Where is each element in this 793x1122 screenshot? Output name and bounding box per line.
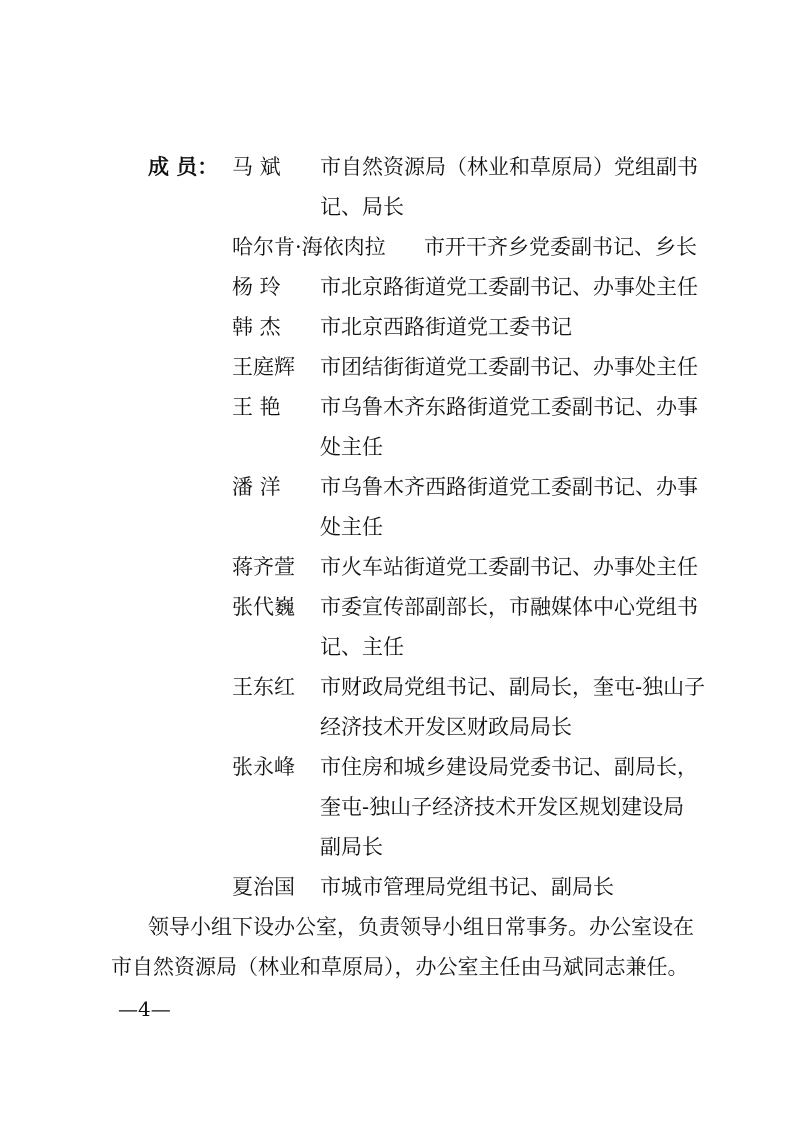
- member-title: 市北京西路街道党工委书记: [320, 315, 572, 339]
- member-title: 副局长: [320, 835, 383, 859]
- member-title: 记、主任: [320, 635, 404, 659]
- members-label: 成 员：: [148, 155, 219, 179]
- member-title: 市财政局党组书记、副局长，奎屯-独山子: [320, 675, 706, 699]
- member-name: 王东红: [232, 675, 295, 699]
- paragraph-line: 领导小组下设办公室，负责领导小组日常事务。办公室设在: [148, 915, 694, 939]
- member-title: 市住房和城乡建设局党委书记、副局长，: [320, 755, 698, 779]
- member-title: 市北京路街道党工委副书记、办事处主任: [320, 275, 698, 299]
- member-title: 市委宣传部副部长，市融媒体中心党组书: [320, 595, 698, 619]
- member-title: 市自然资源局（林业和草原局）党组副书: [320, 155, 698, 179]
- member-title: 市乌鲁木齐东路街道党工委副书记、办事: [320, 395, 698, 419]
- member-title: 处主任: [320, 515, 383, 539]
- member-title: 市乌鲁木齐西路街道党工委副书记、办事: [320, 475, 698, 499]
- member-name: 夏治国: [232, 875, 295, 899]
- member-name: 王庭辉: [232, 355, 295, 379]
- member-title: 市团结街街道党工委副书记、办事处主任: [320, 355, 698, 379]
- member-name: 马 斌: [232, 155, 281, 179]
- member-title: 市火车站街道党工委副书记、办事处主任: [320, 555, 698, 579]
- member-name: 王 艳: [232, 395, 281, 419]
- member-name: 哈尔肯·海依肉拉: [232, 235, 386, 259]
- member-name: 张永峰: [232, 755, 295, 779]
- member-name: 张代巍: [232, 595, 295, 619]
- member-title: 市城市管理局党组书记、副局长: [320, 875, 614, 899]
- member-title: 记、局长: [320, 195, 404, 219]
- member-name: 蒋齐萱: [232, 555, 295, 579]
- member-name: 杨 玲: [232, 275, 281, 299]
- paragraph-line: 市自然资源局（林业和草原局），办公室主任由马斌同志兼任。: [111, 955, 689, 979]
- member-title: 经济技术开发区财政局局长: [320, 715, 572, 739]
- member-title: 市开干齐乡党委副书记、乡长: [424, 235, 697, 259]
- member-title: 处主任: [320, 435, 383, 459]
- member-name: 潘 洋: [232, 475, 281, 499]
- page-number: —4—: [118, 997, 171, 1021]
- member-name: 韩 杰: [232, 315, 281, 339]
- member-title: 奎屯-独山子经济技术开发区规划建设局: [320, 795, 685, 819]
